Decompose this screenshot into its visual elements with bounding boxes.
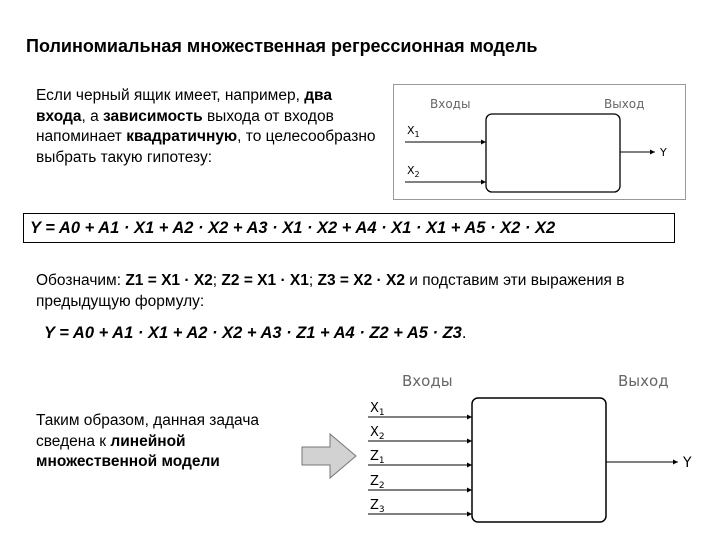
diagram1-input-x2-label: $X_2$ (407, 164, 420, 179)
conclusion-text: Таким образом, данная задача сведена к (36, 412, 260, 450)
intro-text-4: , то целесообразно выбрать такую гипотезу: (36, 128, 376, 166)
formula-linear-model (44, 322, 466, 344)
diagram2-inputs-label: Входы (402, 372, 453, 390)
intro-text-2: , а (81, 107, 104, 125)
substitution-z2: Z2 = X1 · X1 (221, 272, 309, 289)
right-arrow-icon (300, 432, 360, 480)
intro-text-3: выхода от входов напоминает (36, 107, 334, 145)
diagram1-input-x1-label: $X_1$ (407, 124, 420, 139)
intro-paragraph (36, 86, 376, 168)
substitution-text-2: ; (212, 272, 222, 289)
intro-bold-dependency: зависимость (103, 107, 203, 125)
diagram2-input-z3-label: $Z_3$ (370, 498, 385, 515)
conclusion-bold-linear-model: линейной множественной модели (36, 432, 220, 470)
substitution-z1: Z1 = X1 · X2 (125, 272, 213, 289)
diagram2-input-x2-label: $X_2$ (370, 425, 385, 442)
diagram2-input-z1-label: $Z_1$ (370, 449, 385, 466)
page-title: Полиномиальная множественная регрессионная модель (26, 36, 538, 56)
substitution-text-4: и подставим эти выражения в предыдущую формулу: (36, 272, 625, 310)
diagram2-input-x1-label: $X_1$ (370, 401, 385, 418)
black-box-diagram-two-inputs (393, 84, 686, 200)
formula-linear-expression: Y = A0 + A1 · X1 + A2 · X2 + A3 · Z1 + A4 · Z2 + A5 · Z3 (44, 324, 462, 342)
diagram1-outputs-label: Выход (604, 97, 645, 111)
intro-bold-quadratic: квадратичную (126, 128, 238, 145)
diagram2-input-z2-label: $Z_2$ (370, 474, 385, 491)
substitution-z3: Z3 = X2 · X2 (317, 272, 405, 289)
substitution-text-1: Обозначим: (36, 272, 126, 289)
formula-quadratic-hypothesis: Y = A0 + A1 · X1 + A2 · X2 + A3 · X1 · X2 + A4 · X1 · X1 + A5 · X2 · X2 (23, 213, 675, 243)
diagram2-outputs-label: Выход (618, 372, 669, 390)
intro-bold-two-inputs: два входа (36, 87, 332, 125)
diagram1-inputs-label: Входы (430, 97, 471, 111)
conclusion-paragraph (36, 411, 296, 473)
formula-linear-end: . (461, 324, 467, 342)
diagram2-output-y-label: Y (683, 455, 692, 471)
diagram1-black-box (486, 114, 620, 192)
substitution-paragraph (36, 270, 636, 312)
diagram1-output-y-label: Y (660, 146, 667, 159)
diagram2-black-box (472, 398, 606, 522)
black-box-diagram-five-inputs (342, 366, 710, 526)
substitution-text-3: ; (308, 272, 318, 289)
intro-text-1: Если черный ящик имеет, например, (36, 87, 305, 104)
